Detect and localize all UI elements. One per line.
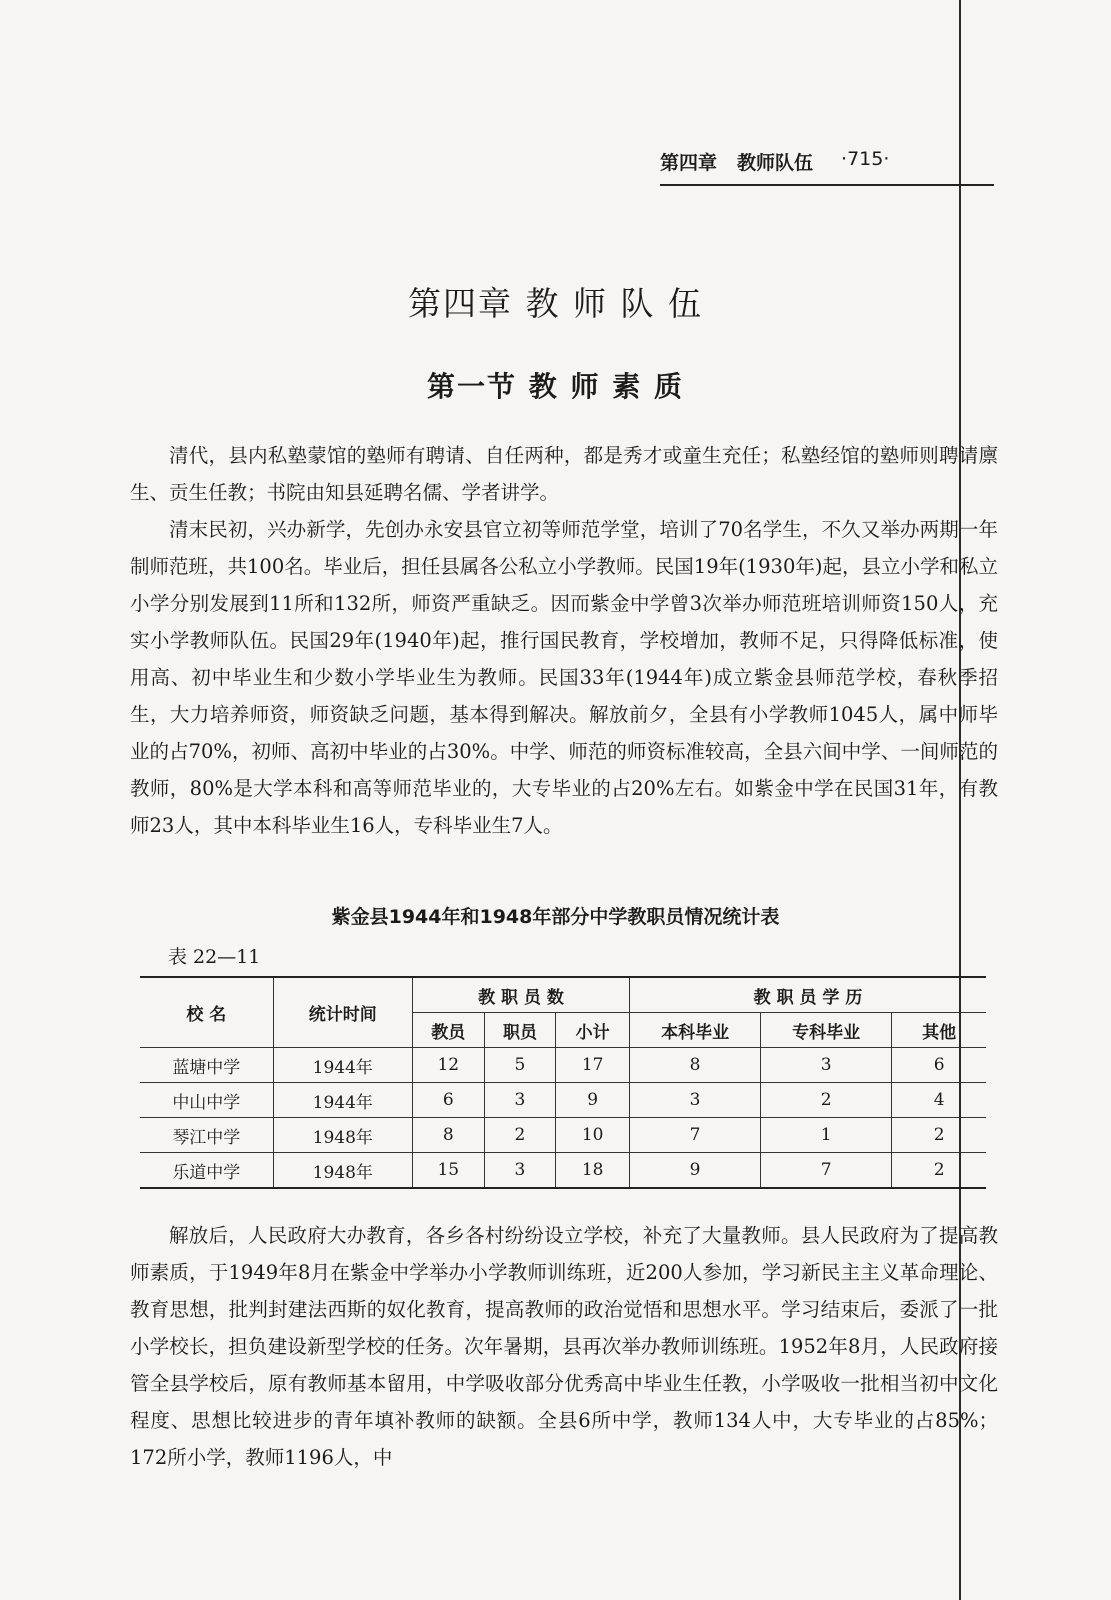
running-header: [660, 148, 994, 186]
cell-other: 6: [892, 1048, 986, 1083]
header-other: 其他: [892, 1013, 986, 1048]
cell-other: 2: [892, 1153, 986, 1189]
header-education: 教 职 员 学 历: [630, 977, 986, 1013]
cell-teachers: 12: [412, 1048, 484, 1083]
cell-clerks: 3: [484, 1083, 556, 1118]
cell-school: 蓝塘中学: [140, 1048, 273, 1083]
cell-time: 1948年: [273, 1153, 412, 1189]
page-number: ·715·: [841, 148, 890, 170]
cell-time: 1944年: [273, 1048, 412, 1083]
cell-clerks: 2: [484, 1118, 556, 1153]
header-college: 专科毕业: [761, 1013, 892, 1048]
staff-statistics-table: [140, 976, 986, 1189]
table-row: [140, 1048, 986, 1083]
chapter-title: 第四章 教 师 队 伍: [408, 284, 703, 323]
cell-subtotal: 10: [556, 1118, 630, 1153]
paragraph-post-liberation: 解放后，人民政府大办教育，各乡各村纷纷设立学校，补充了大量教师。县人民政府为了提高教师素质，于1949年8月在紫金中学举办小学教师训练班，近200人参加，学习新民主主义革命理论、教育思想，批判封建法西斯的奴化教育，提高教师的政治觉悟和思想水平。学习结束后，委派了一批小学校长，担负建设新型学校的任务。次年暑期，县再次举办教师训练班。1952年8月，人民政府接管全县学校后，原有教师基本留用，中学吸收部分优秀高中毕业生任教，小学吸收一批相当初中文化程度、思想比较进步的青年填补教师的缺额。全县6所中学，教师134人中，大专毕业的占85%；172所小学，教师1196人，中: [130, 1224, 998, 1469]
cell-bachelor: 3: [630, 1083, 761, 1118]
table-row: [140, 1083, 986, 1118]
cell-school: 琴江中学: [140, 1118, 273, 1153]
cell-subtotal: 18: [556, 1153, 630, 1189]
cell-subtotal: 9: [556, 1083, 630, 1118]
cell-school: 中山中学: [140, 1083, 273, 1118]
header-title: 教师队伍: [737, 152, 814, 174]
header-staff-count: 教 职 员 数: [412, 977, 629, 1013]
section-title: 第一节 教 师 素 质: [427, 370, 684, 403]
table-row: [140, 1118, 986, 1153]
cell-clerks: 3: [484, 1153, 556, 1189]
header-bachelor: 本科毕业: [630, 1013, 761, 1048]
header-time: 统计时间: [273, 977, 412, 1048]
cell-college: 2: [761, 1083, 892, 1118]
cell-teachers: 8: [412, 1118, 484, 1153]
paragraph-republic: 清末民初，兴办新学，先创办永安县官立初等师范学堂，培训了70名学生，不久又举办两期一年制师范班，共100名。毕业后，担任县属各公私立小学教师。民国19年(1930年)起，县立小学和私立小学分别发展到11所和132所，师资严重缺乏。因而紫金中学曾3次举办师范班培训师资150人，充实小学教师队伍。民国29年(1940年)起，推行国民教育，学校增加，教师不足，只得降低标准，使用高、初中毕业生和少数小学毕业生为教师。民国33年(1944年)成立紫金县师范学校，春秋季招生，大力培养师资，师资缺乏问题，基本得到解决。解放前夕，全县有小学教师1045人，属中师毕业的占70%，初师、高初中毕业的占30%。中学、师范的师资标准较高，全县六间中学、一间师范的教师，80%是大学本科和高等师范毕业的，大专毕业的占20%左右。如紫金中学在民国31年，有教师23人，其中本科毕业生16人，专科毕业生7人。: [130, 518, 998, 837]
cell-time: 1944年: [273, 1083, 412, 1118]
table-number: 表 22—11: [168, 946, 261, 968]
header-clerks: 职员: [484, 1013, 556, 1048]
cell-school: 乐道中学: [140, 1153, 273, 1189]
cell-teachers: 6: [412, 1083, 484, 1118]
paragraph-qing: 清代，县内私塾蒙馆的塾师有聘请、自任两种，都是秀才或童生充任；私塾经馆的塾师则聘请廪生、贡生任教；书院由知县延聘名儒、学者讲学。: [130, 444, 998, 504]
cell-subtotal: 17: [556, 1048, 630, 1083]
cell-college: 1: [761, 1118, 892, 1153]
table-row: [140, 1153, 986, 1189]
header-teachers: 教员: [412, 1013, 484, 1048]
cell-teachers: 15: [412, 1153, 484, 1189]
table-caption: 紫金县1944年和1948年部分中学教职员情况统计表: [331, 906, 780, 928]
cell-college: 7: [761, 1153, 892, 1189]
cell-bachelor: 9: [630, 1153, 761, 1189]
cell-other: 2: [892, 1118, 986, 1153]
cell-bachelor: 8: [630, 1048, 761, 1083]
cell-bachelor: 7: [630, 1118, 761, 1153]
cell-college: 3: [761, 1048, 892, 1083]
header-chapter: 第四章: [660, 152, 718, 174]
header-subtotal: 小计: [556, 1013, 630, 1048]
cell-time: 1948年: [273, 1118, 412, 1153]
cell-clerks: 5: [484, 1048, 556, 1083]
cell-other: 4: [892, 1083, 986, 1118]
header-school: 校 名: [140, 977, 273, 1048]
